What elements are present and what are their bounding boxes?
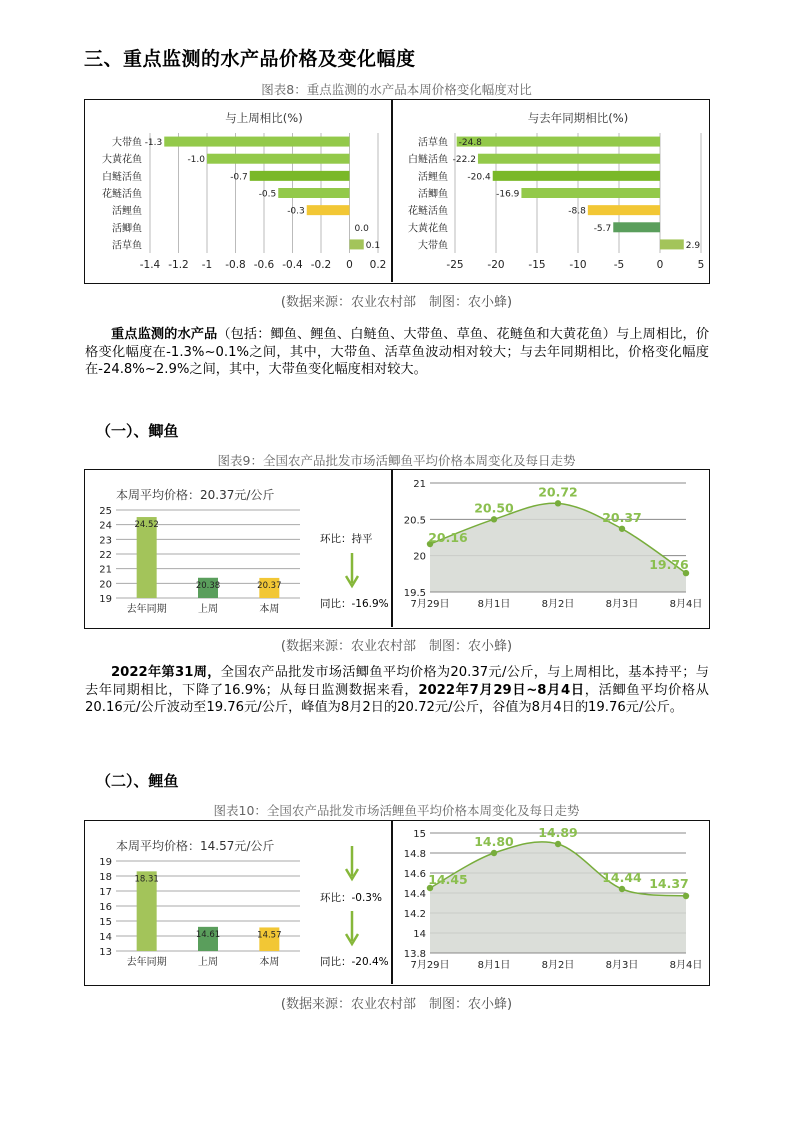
data-label: 14.57 xyxy=(257,930,282,941)
section-title: 三、重点监测的水产品价格及变化幅度 xyxy=(84,48,416,70)
data-label: 14.61 xyxy=(195,929,221,940)
carp-daily-price-chart xyxy=(393,822,708,984)
bar xyxy=(350,239,364,249)
data-label: -1.0 xyxy=(187,155,205,166)
category-label: 本周 xyxy=(259,604,280,615)
data-label: 20.50 xyxy=(474,500,514,516)
crucian-avg-price: 本周平均价格：20.37元/公斤 xyxy=(116,488,275,502)
data-label: -24.8 xyxy=(458,138,482,149)
summary-text: （包括：鲫鱼、鲤鱼、白鲢鱼、大带鱼、草鱼、花鲢鱼和大黄花鱼）与上周相比，价格变化幅度在-1.3%~0.1%之间，其中，大带鱼、活草鱼波动相对较大；与去年同期相比，价格变化幅度在-24.8%~2.9%之间，其中，大带鱼变化幅度相对较大。 xyxy=(85,327,710,377)
y-tick-label: 20.5 xyxy=(403,515,426,527)
y-tick-label: 15 xyxy=(413,829,426,840)
series-area xyxy=(430,842,686,953)
data-label: -0.5 xyxy=(258,189,277,200)
series-area xyxy=(430,503,686,592)
x-tick-label: 0 xyxy=(656,259,664,271)
data-label: 20.37 xyxy=(602,509,642,525)
x-tick-label: 7月29日 xyxy=(410,960,450,971)
chart-title: 与上周相比(%) xyxy=(225,111,303,125)
x-tick-label: -1.4 xyxy=(139,259,161,271)
y-tick-label: 20 xyxy=(413,551,426,563)
x-tick-label: 8月4日 xyxy=(669,599,703,610)
y-tick-label: 19 xyxy=(99,594,112,605)
data-label: -16.9 xyxy=(496,189,520,200)
carp-mom-down-arrow-icon xyxy=(345,846,359,882)
crucian-mom-label: 环比：持平 xyxy=(320,533,373,545)
category-label: 大带鱼 xyxy=(112,137,142,149)
figure10-source: (数据来源：农业农村部 制图：农小蜂) xyxy=(280,997,513,1012)
y-tick-label: 20 xyxy=(99,579,112,591)
data-label: -22.2 xyxy=(452,155,476,166)
data-label: 20.72 xyxy=(538,484,578,500)
x-tick-label: -1 xyxy=(201,259,213,271)
category-label: 上周 xyxy=(198,957,218,968)
data-label: 20.38 xyxy=(195,580,221,591)
y-tick-label: 14 xyxy=(99,932,112,943)
category-label: 活草鱼 xyxy=(112,240,142,252)
data-point xyxy=(491,850,497,856)
data-label: -0.7 xyxy=(230,172,248,183)
figure9-caption: 图表9：全国农产品批发市场活鲫鱼平均价格本周变化及每日走势 xyxy=(217,453,576,468)
y-tick-label: 14.4 xyxy=(403,889,426,900)
x-tick-label: 8月2日 xyxy=(541,599,575,610)
x-tick-label: 8月2日 xyxy=(541,960,575,971)
category-label: 去年同期 xyxy=(126,957,167,968)
crucian-text-2: ，活鲫鱼平均价格从20.16元/公斤波动至19.76元/公斤，峰值为8月2日的20.72元/公斤，谷值为8月4日的19.76元/公斤。 xyxy=(85,682,709,715)
data-label: 24.52 xyxy=(134,520,159,531)
category-label: 活草鱼 xyxy=(418,137,448,149)
figure9-source: (数据来源：农业农村部 制图：农小蜂) xyxy=(280,639,513,654)
crucian-down-arrow-icon xyxy=(345,553,359,589)
y-tick-label: 14.2 xyxy=(403,909,426,920)
crucian-weekly-bar-chart xyxy=(86,502,306,626)
y-tick-label: 19.5 xyxy=(403,588,426,599)
summary-paragraph xyxy=(85,326,709,379)
x-tick-label: 8月1日 xyxy=(477,599,511,610)
category-label: 去年同期 xyxy=(126,604,167,615)
y-tick-label: 19 xyxy=(99,857,112,868)
figure10-caption: 图表10：全国农产品批发市场活鲤鱼平均价格本周变化及每日走势 xyxy=(213,803,580,818)
x-tick-label: 7月29日 xyxy=(410,599,450,610)
category-label: 活鲫鱼 xyxy=(112,223,142,235)
bar xyxy=(307,205,350,215)
data-label: 20.37 xyxy=(257,580,282,591)
y-tick-label: 14.6 xyxy=(403,869,426,880)
x-tick-label: -5 xyxy=(613,259,625,271)
bar xyxy=(478,154,660,164)
data-label: 14.37 xyxy=(649,876,689,891)
y-tick-label: 13.8 xyxy=(403,949,426,960)
data-label: 14.44 xyxy=(602,870,642,885)
wow-change-chart xyxy=(86,101,390,282)
figure8-source: (数据来源：农业农村部 制图：农小蜂) xyxy=(280,295,513,310)
x-tick-label: -0.2 xyxy=(310,259,332,271)
carp-yoy-down-arrow-icon xyxy=(345,911,359,947)
data-label: -1.3 xyxy=(144,138,163,149)
data-point xyxy=(619,526,625,532)
x-tick-label: -15 xyxy=(528,259,546,271)
x-tick-label: 8月1日 xyxy=(477,960,511,971)
data-label: 14.45 xyxy=(428,872,468,887)
chart-title: 与去年同期相比(%) xyxy=(527,111,629,125)
data-point xyxy=(555,841,561,847)
bar xyxy=(250,171,350,181)
category-label: 活鲤鱼 xyxy=(112,206,142,218)
crucian-text-1: 全国农产品批发市场活鲫鱼平均价格为20.37元/公斤，与上周相比，基本持平；与去年同期相比，下降了16.9%；从每日监测数据来看， xyxy=(85,665,709,698)
y-tick-label: 22 xyxy=(99,550,112,561)
bar xyxy=(207,154,350,164)
x-tick-label: 8月3日 xyxy=(605,599,639,610)
bar xyxy=(613,222,660,232)
bar xyxy=(278,188,349,198)
y-tick-label: 14 xyxy=(413,929,426,940)
category-label: 白鲢活鱼 xyxy=(102,171,142,183)
data-label: -8.8 xyxy=(568,206,586,217)
y-tick-label: 13 xyxy=(99,947,112,958)
data-label: 20.16 xyxy=(428,530,468,546)
yoy-change-chart xyxy=(393,101,708,282)
crucian-daily-price-chart xyxy=(393,471,708,627)
y-tick-label: 21 xyxy=(99,564,112,576)
category-label: 活鲫鱼 xyxy=(418,189,448,200)
carp-weekly-bar-chart xyxy=(86,853,306,983)
y-tick-label: 15 xyxy=(99,917,112,928)
y-tick-label: 17 xyxy=(99,887,112,898)
data-label: 2.9 xyxy=(685,240,701,251)
x-tick-label: -10 xyxy=(569,259,587,271)
data-point xyxy=(555,500,561,506)
carp-mom-label: 环比：-0.3% xyxy=(320,892,382,904)
crucian-section-title: （一）、鲫鱼 xyxy=(96,422,179,440)
category-label: 白鲢活鱼 xyxy=(408,154,448,166)
x-tick-label: -0.4 xyxy=(282,259,303,271)
crucian-dates-bold: 2022年7月29日~8月4日 xyxy=(418,682,585,698)
x-tick-label: 0 xyxy=(346,259,353,271)
x-tick-label: -0.6 xyxy=(253,259,275,271)
bar xyxy=(660,239,684,249)
category-label: 花鲢活鱼 xyxy=(102,189,142,200)
carp-avg-price: 本周平均价格：14.57元/公斤 xyxy=(116,839,275,853)
y-tick-label: 23 xyxy=(99,535,112,547)
figure8-caption: 图表8：重点监测的水产品本周价格变化幅度对比 xyxy=(261,82,532,97)
y-tick-label: 16 xyxy=(99,902,112,913)
category-label: 本周 xyxy=(259,957,280,968)
x-tick-label: 5 xyxy=(697,259,705,271)
bar xyxy=(164,137,349,147)
x-tick-label: -25 xyxy=(446,259,464,271)
category-label: 大黄花鱼 xyxy=(408,223,448,235)
summary-bold: 重点监测的水产品 xyxy=(111,327,218,342)
x-tick-label: -1.2 xyxy=(168,259,189,271)
data-label: 0.1 xyxy=(365,240,381,251)
crucian-yoy-label: 同比：-16.9% xyxy=(320,598,389,610)
category-label: 大带鱼 xyxy=(418,240,448,252)
crucian-week-bold: 2022年第31周， xyxy=(111,665,221,680)
carp-section-title: （二）、鲤鱼 xyxy=(96,772,179,790)
data-label: 14.89 xyxy=(538,825,578,840)
data-label: 19.76 xyxy=(649,557,689,573)
data-label: -0.3 xyxy=(287,206,305,217)
x-tick-label: -0.8 xyxy=(225,259,246,271)
y-tick-label: 25 xyxy=(99,506,112,517)
category-label: 大黄花鱼 xyxy=(102,154,142,166)
x-tick-label: 8月4日 xyxy=(669,960,703,971)
y-tick-label: 14.8 xyxy=(403,849,426,860)
data-label: 18.31 xyxy=(134,874,159,885)
x-tick-label: -20 xyxy=(487,259,505,271)
data-point xyxy=(491,516,497,522)
data-label: -20.4 xyxy=(467,172,491,183)
bar xyxy=(457,137,660,147)
category-label: 花鲢活鱼 xyxy=(408,206,448,218)
y-tick-label: 21 xyxy=(413,479,426,490)
crucian-paragraph xyxy=(85,664,709,717)
category-label: 上周 xyxy=(198,604,218,615)
bar xyxy=(493,171,660,181)
data-label: 14.80 xyxy=(474,834,514,849)
y-tick-label: 18 xyxy=(99,872,112,883)
y-tick-label: 24 xyxy=(99,520,112,532)
data-point xyxy=(683,893,689,899)
bar xyxy=(521,188,660,198)
x-tick-label: 8月3日 xyxy=(605,960,639,971)
data-label: -5.7 xyxy=(593,223,612,234)
x-tick-label: 0.2 xyxy=(369,259,387,271)
category-label: 活鲤鱼 xyxy=(418,171,448,183)
data-point xyxy=(619,886,625,892)
data-label: 0.0 xyxy=(354,223,369,234)
carp-yoy-label: 同比：-20.4% xyxy=(320,956,389,968)
bar xyxy=(588,205,660,215)
